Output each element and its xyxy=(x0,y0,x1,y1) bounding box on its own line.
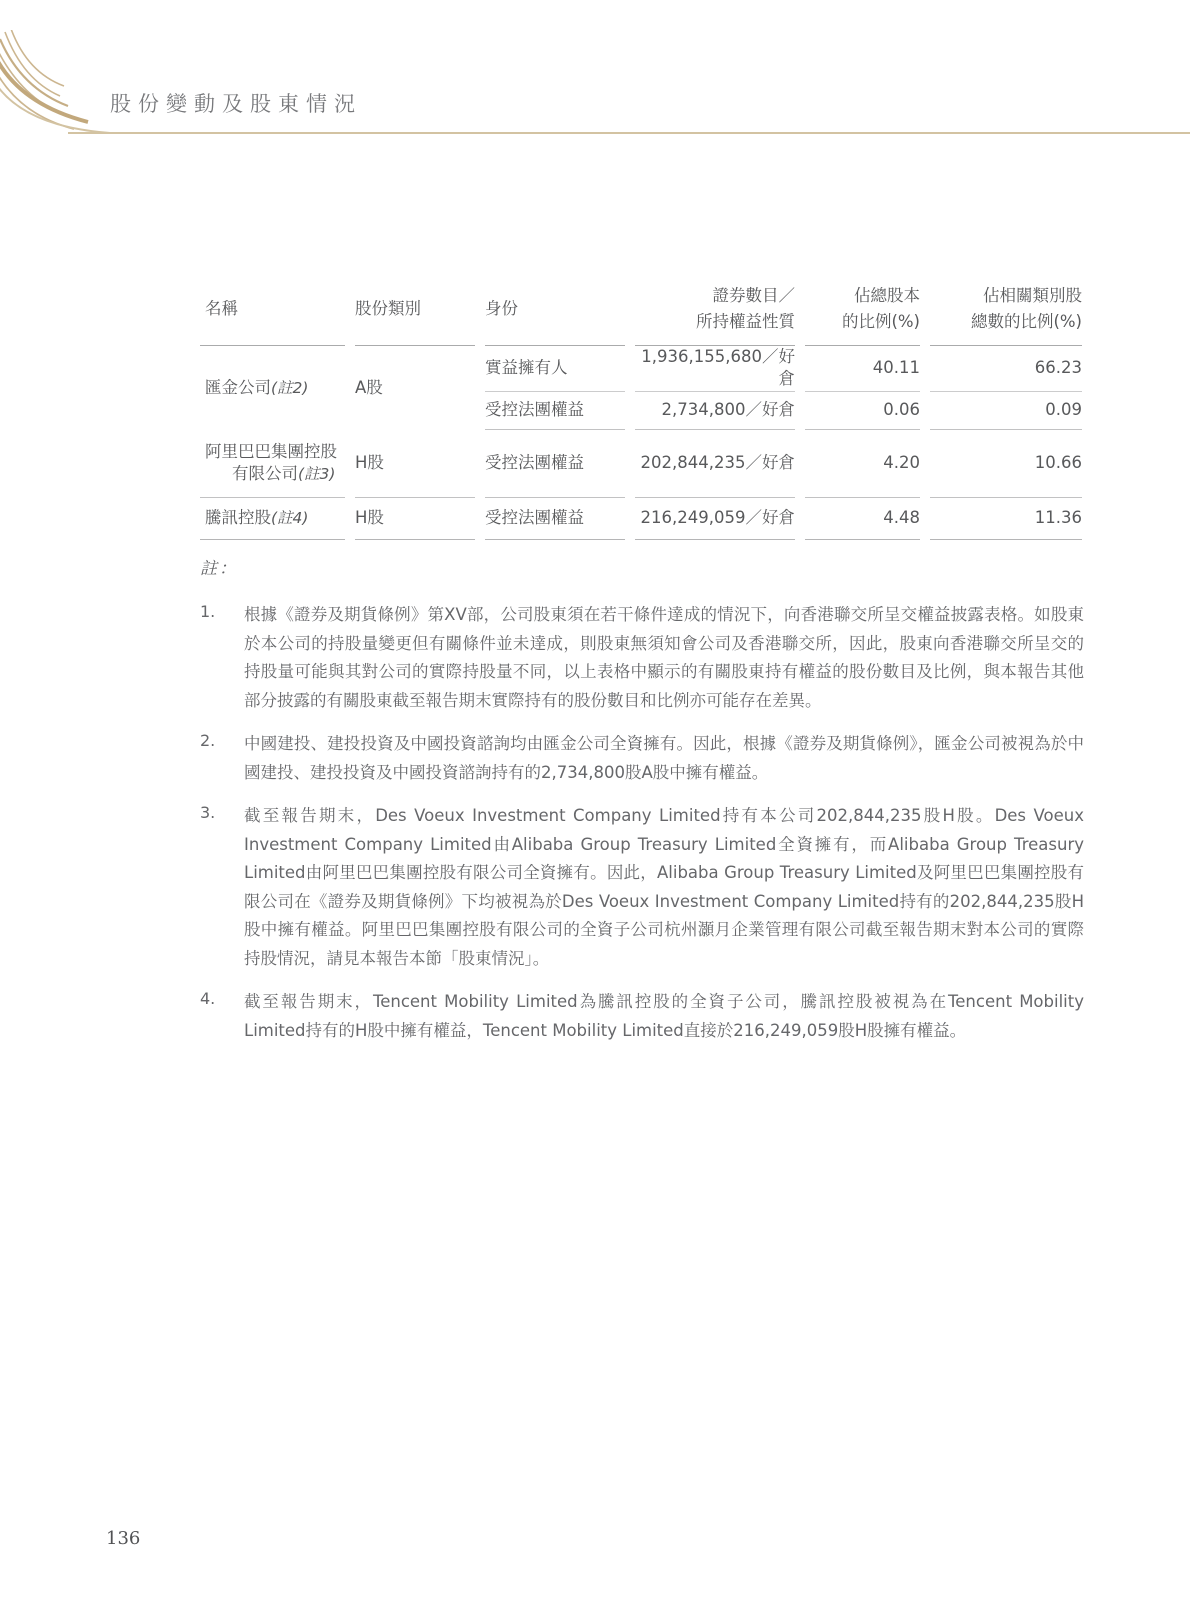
pct-class: 11.36 xyxy=(930,498,1082,540)
col-securities: 證券數目／ 所持權益性質 xyxy=(635,272,795,346)
capacity: 受控法團權益 xyxy=(485,430,625,498)
note-item-3 xyxy=(200,802,1084,973)
share-class: H股 xyxy=(355,430,475,498)
holder-name: 匯金公司(註2) xyxy=(205,377,309,397)
securities-count: 202,844,235／好倉 xyxy=(635,430,795,498)
holder-name: 阿里巴巴集團控股 有限公司(註3) xyxy=(200,430,345,498)
col-share-class: 股份類別 xyxy=(355,272,475,346)
pct-total: 4.48 xyxy=(805,498,920,540)
capacity: 受控法團權益 xyxy=(485,392,625,430)
notes-label: 註： xyxy=(200,559,238,579)
note-ref: (註4) xyxy=(271,508,309,527)
note-item-2 xyxy=(200,730,1084,787)
pct-class: 10.66 xyxy=(930,430,1082,498)
note-text: 截至報告期末，Tencent Mobility Limited為騰訊控股的全資子公司，騰訊控股被視為在Tencent Mobility Limited持有的H股中擁有權益，Tencent Mobility Limited直接於216,249,059股H股擁有權益。 xyxy=(244,992,1084,1040)
note-number: 3. xyxy=(200,803,216,822)
note-ref: (註3) xyxy=(298,465,336,484)
header-divider xyxy=(68,132,1190,134)
holder-name: 騰訊控股(註4) xyxy=(200,498,345,540)
col-name: 名稱 xyxy=(200,272,345,346)
note-text: 根據《證券及期貨條例》第XV部，公司股東須在若干條件達成的情況下，向香港聯交所呈交權益披露表格。如股東於本公司的持股量變更但有關條件並未達成，則股東無須知會公司及香港聯交所，因此，股東向香港聯交所呈交的持股量可能與其對公司的實際持股量不同，以上表格中顯示的有關股東持有權益的股份數目及比例，與本報告其他部分披露的有關股東截至報告期末實際持有的股份數目和比例亦可能存在差異。 xyxy=(244,605,1084,710)
note-number: 2. xyxy=(200,731,216,750)
page-title: 股份變動及股東情況 xyxy=(110,92,362,116)
share-class: A股 xyxy=(355,377,383,397)
note-item-4 xyxy=(200,988,1084,1045)
pct-class: 66.23 xyxy=(930,346,1082,392)
note-number: 1. xyxy=(200,602,216,621)
col-pct-total: 佔總股本 的比例(%) xyxy=(805,272,920,346)
note-item-1 xyxy=(200,601,1084,715)
note-number: 4. xyxy=(200,989,216,1008)
pct-class: 0.09 xyxy=(930,392,1082,430)
capacity: 受控法團權益 xyxy=(485,498,625,540)
notes-section xyxy=(200,554,1084,1060)
decorative-swoosh-icon xyxy=(0,30,110,140)
page-number: 136 xyxy=(106,1528,141,1549)
pct-total: 40.11 xyxy=(805,346,920,392)
col-pct-class: 佔相關類別股 總數的比例(%) xyxy=(930,272,1082,346)
shareholders-table xyxy=(190,272,1092,540)
note-text: 中國建投、建投投資及中國投資諮詢均由匯金公司全資擁有。因此，根據《證券及期貨條例》，匯金公司被視為於中國建投、建投投資及中國投資諮詢持有的2,734,800股A股中擁有權益。 xyxy=(244,734,1084,782)
securities-count: 2,734,800／好倉 xyxy=(635,392,795,430)
pct-total: 4.20 xyxy=(805,430,920,498)
table-row-tencent xyxy=(200,498,1082,540)
capacity: 實益擁有人 xyxy=(485,346,625,392)
table-row-alibaba xyxy=(200,430,1082,498)
securities-count: 216,249,059／好倉 xyxy=(635,498,795,540)
note-ref: (註2) xyxy=(271,378,309,397)
table-row-huijin-beneficial xyxy=(200,346,1082,392)
securities-count: 1,936,155,680／好倉 xyxy=(635,346,795,392)
share-class: H股 xyxy=(355,498,475,540)
note-text: 截至報告期末，Des Voeux Investment Company Limited持有本公司202,844,235股H股。Des Voeux Investment Company Limited由Alibaba Group Treasury Limited全資擁有，而Alibaba Group Treasury Limited由阿里巴巴集團控股有限公司全資擁有。因此，Alibaba Group Treasury Limited及阿里巴巴集團控股有限公司在《證券及期貨條例》下均被視為於Des Voeux Investment Company Limited持有的202,844,235股H股中擁有權益。阿里巴巴集團控股有限公司的全資子公司杭州灝月企業管理有限公司截至報告期末對本公司的實際持股情況，請見本報告本節「股東情況」。 xyxy=(244,806,1084,968)
pct-total: 0.06 xyxy=(805,392,920,430)
col-capacity: 身份 xyxy=(485,272,625,346)
table-header-row xyxy=(200,272,1082,346)
